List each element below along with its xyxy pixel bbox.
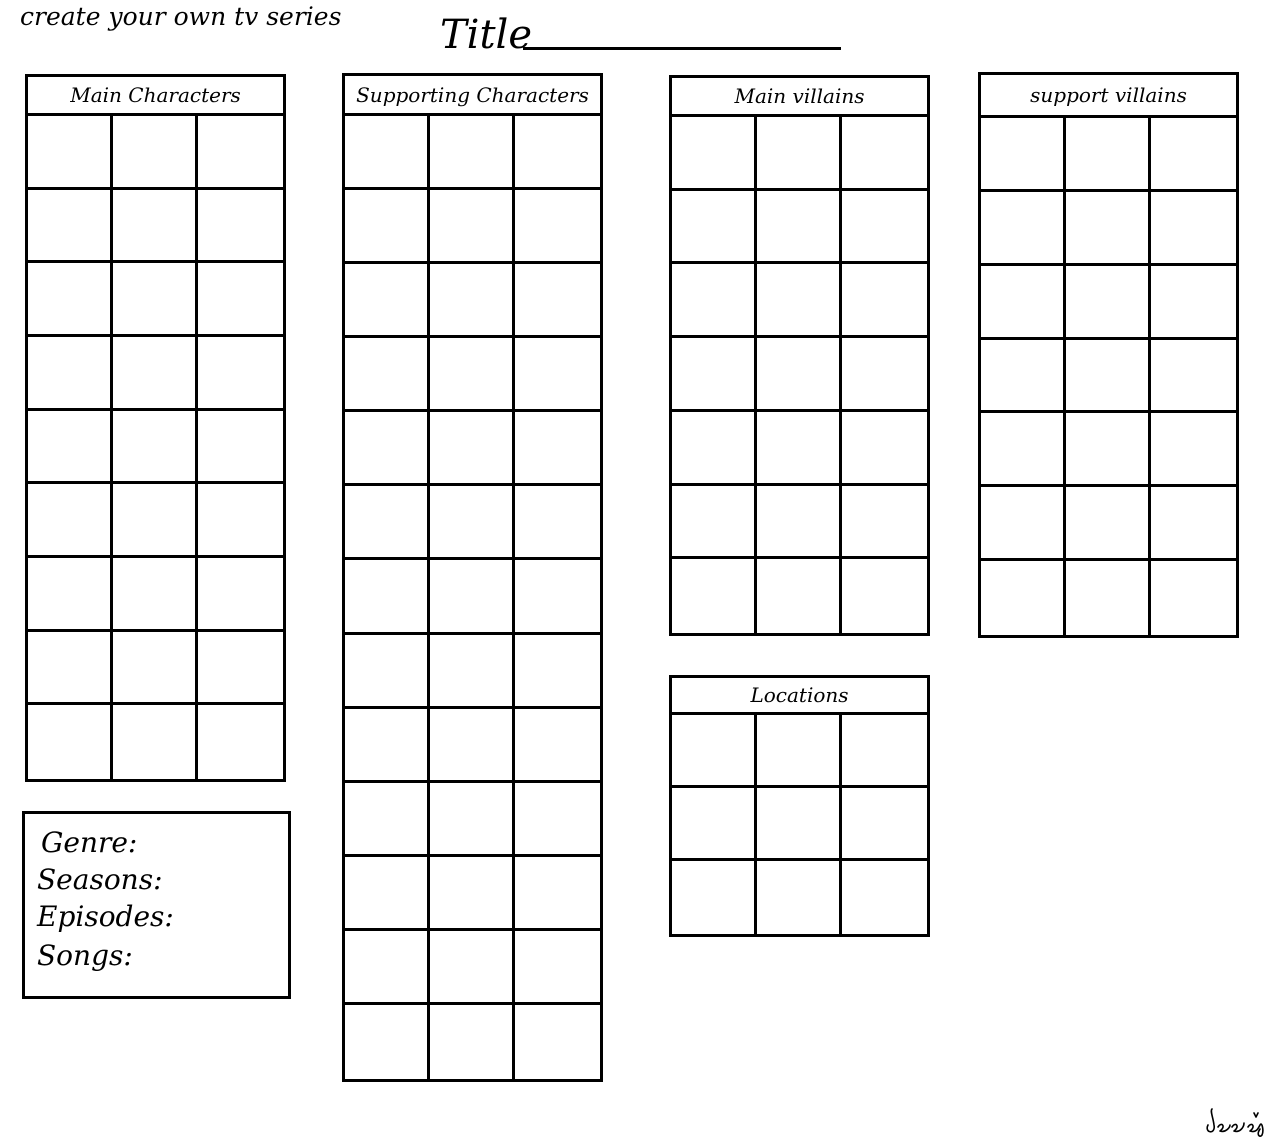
- main-characters-cell[interactable]: [28, 632, 113, 706]
- supporting-characters-cell[interactable]: [345, 635, 430, 709]
- support-villains-cell[interactable]: [1151, 266, 1236, 340]
- supporting-characters-cell[interactable]: [345, 412, 430, 486]
- supporting-characters-cell[interactable]: [345, 709, 430, 783]
- supporting-characters-cell[interactable]: [430, 783, 515, 857]
- main-characters-cell[interactable]: [198, 190, 283, 264]
- main-characters-cell[interactable]: [198, 632, 283, 706]
- main-characters-cell[interactable]: [28, 558, 113, 632]
- supporting-characters-cell[interactable]: [345, 264, 430, 338]
- support-villains-cell[interactable]: [981, 487, 1066, 561]
- main-characters-cell[interactable]: [113, 116, 198, 190]
- title-blank-line[interactable]: [523, 47, 841, 50]
- support-villains-cell[interactable]: [1151, 561, 1236, 635]
- main-characters-cell[interactable]: [113, 263, 198, 337]
- support-villains-grid: [981, 118, 1236, 635]
- locations-cell[interactable]: [842, 788, 927, 861]
- supporting-characters-cell[interactable]: [345, 931, 430, 1005]
- supporting-characters-cell[interactable]: [430, 635, 515, 709]
- locations-cell[interactable]: [842, 861, 927, 934]
- supporting-characters-cell[interactable]: [345, 338, 430, 412]
- supporting-characters-cell[interactable]: [515, 116, 600, 190]
- supporting-characters-cell[interactable]: [515, 338, 600, 412]
- main-characters-grid: [28, 116, 283, 779]
- supporting-characters-cell[interactable]: [345, 1005, 430, 1079]
- supporting-characters-cell[interactable]: [430, 264, 515, 338]
- support-villains-cell[interactable]: [981, 561, 1066, 635]
- main-characters-cell[interactable]: [28, 116, 113, 190]
- locations-cell[interactable]: [757, 715, 842, 788]
- supporting-characters-grid: [345, 116, 600, 1079]
- supporting-characters-cell[interactable]: [515, 486, 600, 560]
- main-characters-cell[interactable]: [28, 337, 113, 411]
- page-subtitle: create your own tv series: [20, 2, 342, 31]
- support-villains-cell[interactable]: [1066, 561, 1151, 635]
- main-characters-cell[interactable]: [113, 632, 198, 706]
- main-characters-cell[interactable]: [113, 484, 198, 558]
- main-villains-cell[interactable]: [842, 191, 927, 265]
- support-villains-cell[interactable]: [1151, 340, 1236, 414]
- main-characters-cell[interactable]: [198, 411, 283, 485]
- supporting-characters-cell[interactable]: [430, 1005, 515, 1079]
- locations-cell[interactable]: [757, 861, 842, 934]
- supporting-characters-cell[interactable]: [515, 560, 600, 634]
- main-villains-cell[interactable]: [672, 486, 757, 560]
- support-villains-cell[interactable]: [1151, 118, 1236, 192]
- supporting-characters-cell[interactable]: [515, 264, 600, 338]
- main-characters-cell[interactable]: [198, 116, 283, 190]
- main-villains-cell[interactable]: [757, 264, 842, 338]
- main-characters-cell[interactable]: [198, 263, 283, 337]
- support-villains-cell[interactable]: [1151, 413, 1236, 487]
- episodes-label[interactable]: Episodes:: [37, 900, 174, 933]
- supporting-characters-cell[interactable]: [430, 931, 515, 1005]
- main-villains-cell[interactable]: [842, 264, 927, 338]
- locations-cell[interactable]: [757, 788, 842, 861]
- support-villains-cell[interactable]: [1066, 340, 1151, 414]
- supporting-characters-cell[interactable]: [345, 783, 430, 857]
- support-villains-cell[interactable]: [981, 118, 1066, 192]
- main-characters-cell[interactable]: [198, 558, 283, 632]
- supporting-characters-header: Supporting Characters: [345, 76, 600, 116]
- supporting-characters-cell[interactable]: [430, 560, 515, 634]
- main-villains-cell[interactable]: [672, 338, 757, 412]
- main-villains-cell[interactable]: [842, 338, 927, 412]
- support-villains-cell[interactable]: [981, 413, 1066, 487]
- supporting-characters-cell[interactable]: [345, 116, 430, 190]
- genre-label[interactable]: Genre:: [41, 826, 138, 859]
- locations-grid: [672, 715, 927, 934]
- main-characters-cell[interactable]: [28, 705, 113, 779]
- series-info-box: [22, 811, 291, 999]
- main-villains-cell[interactable]: [757, 559, 842, 633]
- supporting-characters-cell[interactable]: [430, 338, 515, 412]
- supporting-characters-cell[interactable]: [515, 931, 600, 1005]
- supporting-characters-cell[interactable]: [515, 190, 600, 264]
- main-characters-cell[interactable]: [28, 484, 113, 558]
- support-villains-cell[interactable]: [1151, 192, 1236, 266]
- locations-panel: [669, 675, 930, 937]
- support-villains-panel: [978, 72, 1239, 638]
- supporting-characters-cell[interactable]: [515, 1005, 600, 1079]
- main-villains-cell[interactable]: [757, 486, 842, 560]
- supporting-characters-cell[interactable]: [430, 412, 515, 486]
- main-villains-cell[interactable]: [672, 264, 757, 338]
- main-villains-cell[interactable]: [842, 486, 927, 560]
- main-characters-cell[interactable]: [198, 705, 283, 779]
- main-villains-cell[interactable]: [672, 191, 757, 265]
- main-villains-cell[interactable]: [842, 559, 927, 633]
- locations-cell[interactable]: [842, 715, 927, 788]
- main-villains-grid: [672, 117, 927, 633]
- main-characters-cell[interactable]: [113, 705, 198, 779]
- supporting-characters-cell[interactable]: [515, 709, 600, 783]
- support-villains-cell[interactable]: [1066, 118, 1151, 192]
- main-characters-cell[interactable]: [113, 558, 198, 632]
- main-characters-cell[interactable]: [113, 411, 198, 485]
- supporting-characters-cell[interactable]: [430, 190, 515, 264]
- title-label: Title: [440, 12, 533, 58]
- supporting-characters-cell[interactable]: [430, 857, 515, 931]
- support-villains-cell[interactable]: [1066, 487, 1151, 561]
- main-characters-cell[interactable]: [28, 263, 113, 337]
- main-villains-cell[interactable]: [842, 412, 927, 486]
- main-characters-cell[interactable]: [198, 484, 283, 558]
- main-villains-panel: [669, 75, 930, 636]
- supporting-characters-cell[interactable]: [515, 412, 600, 486]
- support-villains-cell[interactable]: [981, 192, 1066, 266]
- supporting-characters-cell[interactable]: [430, 486, 515, 560]
- main-villains-cell[interactable]: [672, 559, 757, 633]
- support-villains-header: support villains: [981, 75, 1236, 118]
- supporting-characters-cell[interactable]: [515, 635, 600, 709]
- main-characters-panel: [25, 74, 286, 782]
- main-characters-cell[interactable]: [198, 337, 283, 411]
- support-villains-cell[interactable]: [981, 266, 1066, 340]
- supporting-characters-panel: [342, 73, 603, 1082]
- main-villains-header: Main villains: [672, 78, 927, 117]
- main-villains-cell[interactable]: [672, 412, 757, 486]
- main-characters-cell[interactable]: [113, 190, 198, 264]
- main-villains-cell[interactable]: [757, 117, 842, 191]
- support-villains-cell[interactable]: [1066, 413, 1151, 487]
- supporting-characters-cell[interactable]: [345, 857, 430, 931]
- main-villains-cell[interactable]: [757, 338, 842, 412]
- locations-cell[interactable]: [672, 861, 757, 934]
- support-villains-cell[interactable]: [981, 340, 1066, 414]
- supporting-characters-cell[interactable]: [345, 560, 430, 634]
- main-villains-cell[interactable]: [757, 191, 842, 265]
- main-characters-cell[interactable]: [28, 411, 113, 485]
- supporting-characters-cell[interactable]: [430, 116, 515, 190]
- supporting-characters-cell[interactable]: [345, 486, 430, 560]
- support-villains-cell[interactable]: [1151, 487, 1236, 561]
- main-characters-cell[interactable]: [113, 337, 198, 411]
- support-villains-cell[interactable]: [1066, 192, 1151, 266]
- handwritten-signature-icon: [1200, 1105, 1276, 1137]
- main-characters-cell[interactable]: [28, 190, 113, 264]
- main-villains-cell[interactable]: [842, 117, 927, 191]
- locations-cell[interactable]: [672, 715, 757, 788]
- locations-header: Locations: [672, 678, 927, 715]
- supporting-characters-cell[interactable]: [515, 783, 600, 857]
- seasons-label[interactable]: Seasons:: [37, 863, 163, 896]
- songs-label[interactable]: Songs:: [37, 939, 133, 972]
- support-villains-cell[interactable]: [1066, 266, 1151, 340]
- supporting-characters-cell[interactable]: [515, 857, 600, 931]
- main-characters-header: Main Characters: [28, 77, 283, 116]
- main-villains-cell[interactable]: [672, 117, 757, 191]
- supporting-characters-cell[interactable]: [345, 190, 430, 264]
- supporting-characters-cell[interactable]: [430, 709, 515, 783]
- locations-cell[interactable]: [672, 788, 757, 861]
- main-villains-cell[interactable]: [757, 412, 842, 486]
